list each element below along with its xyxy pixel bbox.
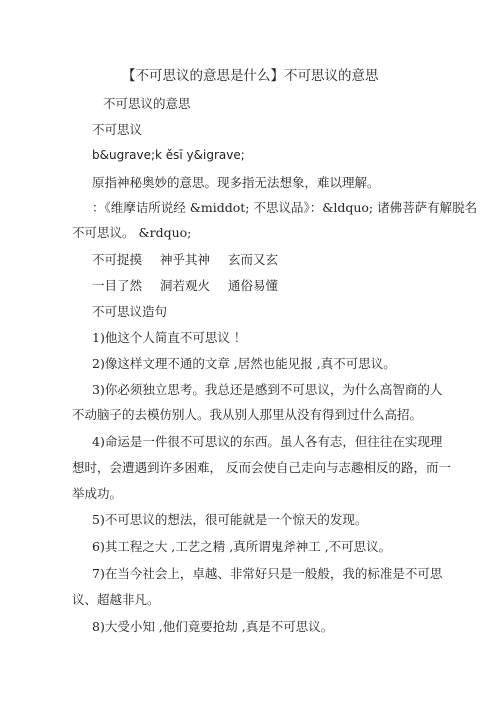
example-8: 8)大受小知 ,他们竟要抢劫 ,真是不可思议。 [92,619,334,634]
antonyms-row [92,278,278,294]
example-1: 1)他这个人简直不可思议 ！ [92,330,247,345]
example-7-line-1: 7)在当今社会上，卓越、非常好只是一般般，我的标准是不可思 [92,566,443,581]
synonym-item: 玄而又玄 [228,252,279,267]
example-6: 6)其工程之大 ,工艺之精 ,真所谓鬼斧神工 ,不可思议。 [92,539,392,554]
term-heading: 不可思议 [92,122,143,137]
example-5: 5)不可思议的想法，很可能就是一个惊天的发现。 [92,512,368,527]
example-7-line-2: 议、超越非凡。 [72,592,160,607]
document-title: 【不可思议的意思是什么】不可思议的意思 [122,68,379,84]
examples-heading: 不可思议造句 [92,304,168,319]
example-3-line-2: 不动脑子的去模仿别人。我从别人那里从没有得到过什么高招。 [72,407,423,422]
antonym-item: 通俗易懂 [228,278,279,293]
source-line-1: ：《维摩诘所说经 &middot; 不思议品》：&ldquo; 诸佛菩萨有解脱名 [92,200,478,215]
example-4-line-2: 想时，会遭遇到许多困难， 反而会使自己走向与志趣相反的路，而一 [72,460,451,475]
synonyms-row [92,252,278,268]
example-2: 2)像这样文理不通的文章 ,居然也能见报 ,真不可思议。 [92,356,396,371]
example-3-line-1: 3)你必须独立思考。我总还是感到不可思议，为什么高智商的人 [92,382,443,397]
subtitle: 不可思议的意思 [103,96,191,111]
antonym-item: 洞若观火 [160,278,211,293]
antonym-item: 一目了然 [92,278,143,293]
synonym-item: 神乎其神 [160,252,211,267]
meaning-text: 原指神秘奥妙的意思。现多指无法想象，难以理解。 [92,175,380,190]
synonym-item: 不可捉摸 [92,252,143,267]
pinyin-text: b&ugrave;k ěsī y&igrave; [92,148,245,162]
source-line-2: 不可思议。 &rdquo; [72,225,192,240]
example-4-line-3: 举成功。 [72,486,123,501]
example-4-line-1: 4)命运是一件很不可思议的东西。虽人各有志，但往往在实现理 [92,434,443,449]
